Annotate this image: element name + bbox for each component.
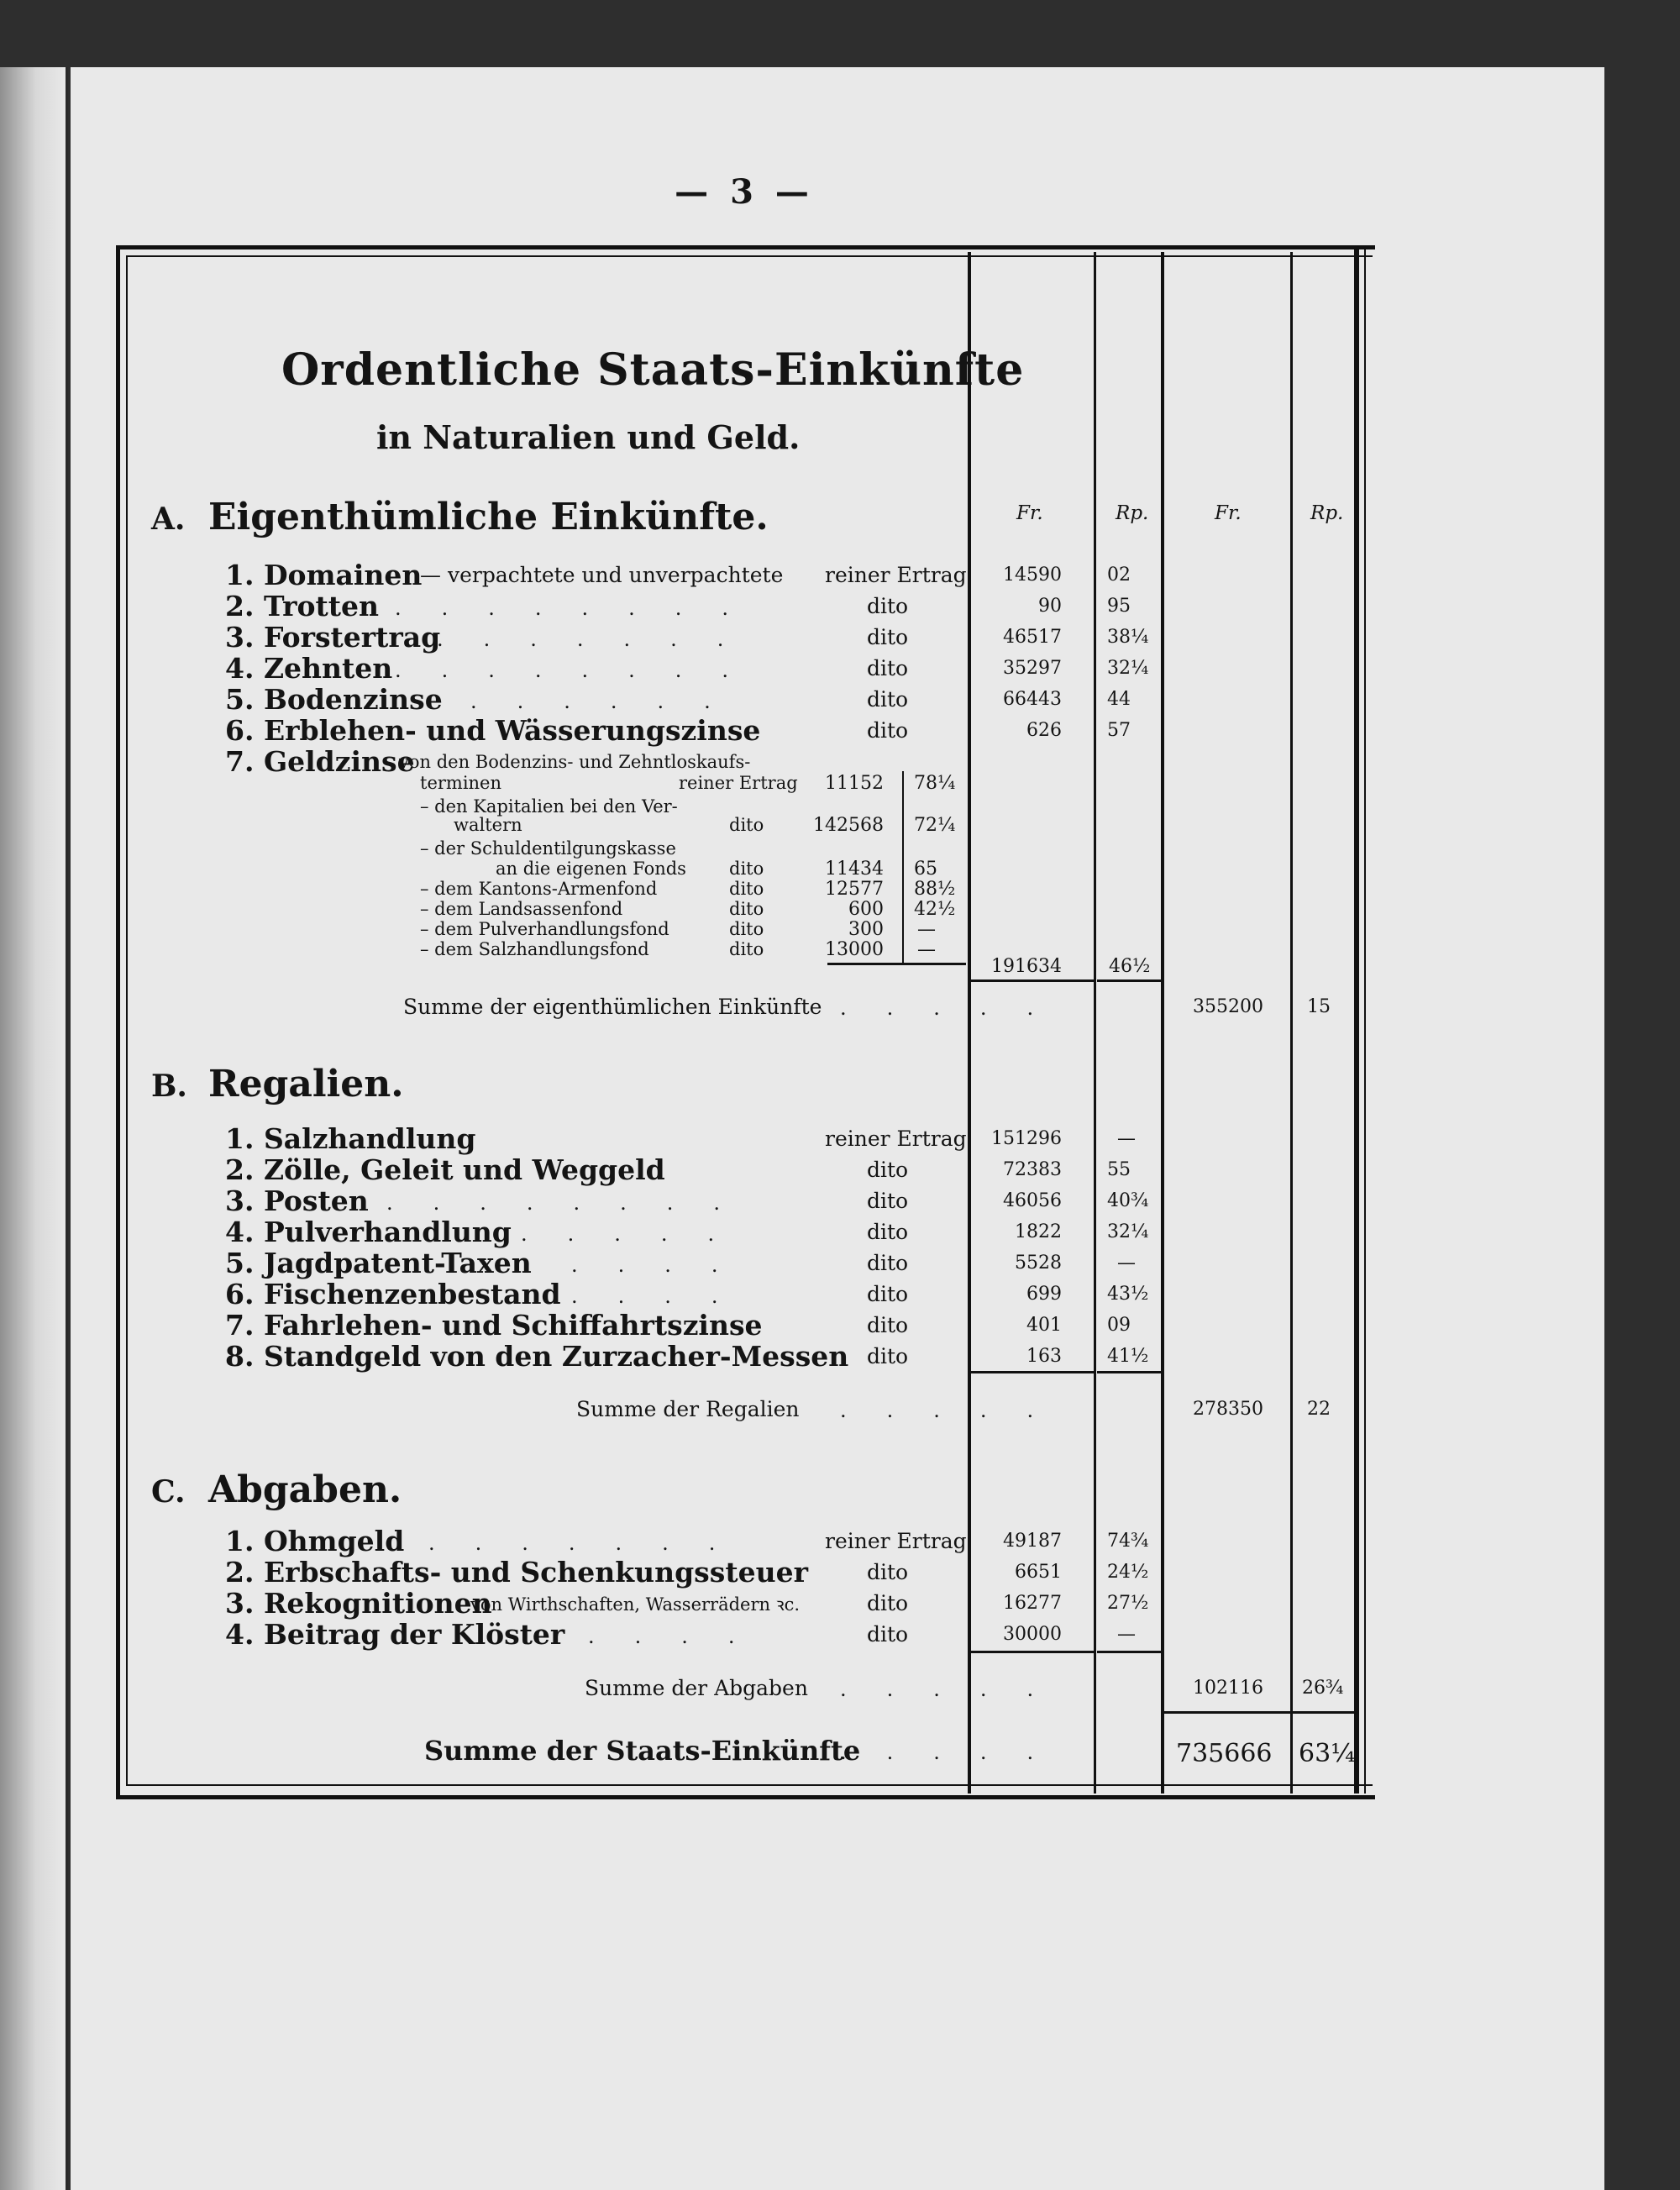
geldzinse-rp: —	[917, 919, 936, 940]
geldzinse-type: dito	[729, 939, 764, 959]
leader-dots: ........	[386, 1191, 761, 1215]
section-b-item-fr: 72383	[1003, 1159, 1062, 1180]
section-b-item-rp: 43½	[1107, 1284, 1149, 1305]
section-c-item-rp: 27½	[1107, 1593, 1149, 1614]
section-a-item-note: — verpachtete und unverpachtete	[420, 563, 784, 587]
section-b-subtotal-rule-rp	[1097, 1371, 1161, 1373]
leader-dots: .....	[840, 1741, 1074, 1764]
section-a-item-label: 4. Zehnten	[225, 652, 393, 685]
section-b-item-rp: —	[1117, 1128, 1136, 1149]
geldzinse-type: dito	[729, 899, 764, 919]
section-b-item-label: 2. Zölle, Geleit und Weggeld	[225, 1153, 665, 1186]
section-b-sum-label: Summe der Regalien	[576, 1397, 800, 1421]
section-b-item-type: dito	[867, 1344, 909, 1368]
section-c-sum-label: Summe der Abgaben	[585, 1676, 808, 1700]
section-a-item-rp: 44	[1107, 689, 1131, 710]
section-b-item-type: dito	[867, 1282, 909, 1306]
section-a-sum-rp: 15	[1307, 996, 1331, 1017]
geldzinse-total-rp: 46½	[1109, 956, 1151, 977]
geldzinse-fr: 300	[848, 919, 884, 940]
geldzinse-rp: —	[917, 939, 936, 960]
section-b-item-rp: 32¼	[1107, 1221, 1149, 1242]
geldzinse-fr: 142568	[813, 815, 884, 836]
geldzinse-line: von den Bodenzins- und Zehntloskaufs-	[399, 752, 751, 772]
section-b-item-label: 8. Standgeld von den Zurzacher-Messen	[225, 1340, 849, 1373]
section-b-item-fr: 401	[1026, 1315, 1062, 1336]
section-c-item-type: dito	[867, 1560, 909, 1584]
leader-dots: .....	[840, 1399, 1074, 1422]
section-c-sum-fr: 102116	[1193, 1678, 1263, 1699]
section-c-item-label: 4. Beitrag der Klöster	[225, 1618, 565, 1651]
grand-total-fr: 735666	[1176, 1739, 1273, 1768]
section-b-item-rp: 55	[1107, 1159, 1131, 1180]
section-a-item-rp: 57	[1107, 720, 1131, 741]
leader-dots: ....	[571, 1253, 759, 1277]
section-b-item-label: 5. Jagdpatent-Taxen	[225, 1247, 532, 1279]
section-b-item-rp: —	[1117, 1253, 1136, 1274]
leader-dots: ........	[395, 659, 769, 682]
geldzinse-line: – dem Landsassenfond	[420, 899, 623, 919]
geldzinse-line: – der Schuldentilgungskasse	[420, 838, 676, 859]
section-c-item-fr: 6651	[1015, 1562, 1062, 1583]
section-b-item-type: dito	[867, 1313, 909, 1337]
geldzinse-total-fr: 191634	[991, 956, 1062, 977]
section-b-item-type: dito	[867, 1251, 909, 1275]
section-a-item-type: dito	[867, 625, 909, 649]
section-c-item-type: reiner Ertrag	[825, 1529, 967, 1553]
grand-total-rule	[1164, 1711, 1354, 1714]
geldzinse-rp: 65	[914, 859, 937, 880]
section-b-item-fr: 46056	[1003, 1190, 1062, 1211]
geldzinse-fr: 12577	[825, 879, 884, 900]
section-b-item-rp: 40¾	[1107, 1190, 1149, 1211]
geldzinse-line: – den Kapitalien bei den Ver-	[420, 796, 678, 817]
geldzinse-type: dito	[729, 879, 764, 899]
grand-total-label: Summe der Staats-Einkünfte	[424, 1735, 861, 1767]
section-a-item-type: dito	[867, 687, 909, 712]
section-b-item-rp: 41½	[1107, 1346, 1149, 1367]
section-a-item-rp: 38¼	[1107, 627, 1149, 648]
section-a-subtotal-rule	[971, 979, 1094, 982]
section-a-item-type: dito	[867, 718, 909, 743]
geldzinse-line: waltern	[454, 815, 522, 835]
frame-right-rule-outer	[1364, 248, 1366, 1793]
section-c-item-label: 3. Rekognitionen	[225, 1587, 492, 1620]
section-b-title: Regalien.	[208, 1063, 404, 1106]
section-a-item-label: 2. Trotten	[225, 590, 379, 622]
section-b-subtotal-rule	[971, 1371, 1094, 1373]
section-c-title: Abgaben.	[208, 1468, 402, 1511]
geldzinse-line: – dem Salzhandlungsfond	[420, 939, 649, 959]
section-c-item-fr: 49187	[1003, 1531, 1062, 1552]
leader-dots: ....	[588, 1625, 775, 1648]
section-b-item-label: 7. Fahrlehen- und Schiffahrtszinse	[225, 1309, 763, 1342]
adjacent-page-edge	[0, 67, 68, 2190]
section-b-item-fr: 151296	[991, 1128, 1062, 1149]
col-rule-fr-left	[968, 252, 971, 1793]
section-c-subtotal-rule	[971, 1651, 1094, 1653]
geldzinse-rp: 78¼	[914, 773, 956, 794]
section-b-item-label: 4. Pulverhandlung	[225, 1216, 512, 1248]
frame-right-rule	[1354, 248, 1359, 1793]
section-c-item-rp: —	[1117, 1624, 1136, 1645]
section-a-item-rp: 32¼	[1107, 658, 1149, 679]
col-rule-rp-left	[1094, 252, 1096, 1793]
section-a-item-rp: 95	[1107, 596, 1131, 617]
section-a-item-label: 1. Domainen	[225, 559, 423, 591]
section-a-sum-fr: 355200	[1193, 996, 1263, 1017]
leader-dots: .....	[840, 1678, 1074, 1701]
section-b-sum-fr: 278350	[1193, 1399, 1263, 1420]
geldzinse-type: dito	[729, 919, 764, 939]
geldzinse-rp: 72¼	[914, 815, 956, 836]
section-b-item-rp: 09	[1107, 1315, 1131, 1336]
column-head-fr-total: Fr.	[1215, 502, 1242, 524]
section-a-item-type: dito	[867, 656, 909, 680]
geldzinse-type: dito	[729, 815, 764, 835]
geldzinse-line: an die eigenen Fonds	[496, 859, 686, 879]
document-title: Ordentliche Staats-Einkünfte	[281, 344, 1025, 396]
section-a-title: Eigenthümliche Einkünfte.	[208, 496, 769, 538]
geldzinse-line: terminen	[420, 773, 502, 793]
column-head-rp: Rp.	[1116, 502, 1149, 524]
document-subtitle: in Naturalien und Geld.	[376, 418, 801, 456]
geldzinse-line: – dem Pulverhandlungsfond	[420, 919, 669, 939]
section-c-item-label: 2. Erbschafts- und Schenkungssteuer	[225, 1556, 808, 1589]
geldzinse-type: reiner Ertrag	[679, 773, 798, 793]
section-a-item-type: reiner Ertrag	[825, 563, 967, 587]
section-c-item-type: dito	[867, 1622, 909, 1646]
leader-dots: .....	[840, 996, 1074, 1020]
section-b-item-label: 3. Posten	[225, 1184, 369, 1217]
section-b-item-fr: 1822	[1015, 1221, 1062, 1242]
column-head-rp-total: Rp.	[1310, 502, 1344, 524]
section-b-letter: B.	[151, 1069, 187, 1104]
section-c-item-rp: 74¾	[1107, 1531, 1149, 1552]
leader-dots: ......	[470, 690, 751, 713]
column-head-fr: Fr.	[1016, 502, 1043, 524]
geldzinse-fr: 13000	[825, 939, 884, 960]
leader-dots: ........	[395, 596, 769, 620]
section-a-letter: A.	[151, 502, 186, 537]
section-b-item-label: 6. Fischenzenbestand	[225, 1278, 561, 1310]
section-a-item-fr: 66443	[1003, 689, 1062, 710]
leader-dots: ....	[571, 1284, 759, 1308]
page-number: — 3 —	[675, 172, 814, 212]
section-a-item-type: dito	[867, 594, 909, 618]
grand-total-rp: 63¼	[1299, 1739, 1356, 1768]
section-b-item-type: reiner Ertrag	[825, 1127, 967, 1151]
section-a-item-fr: 626	[1026, 720, 1062, 741]
geldzinse-type: dito	[729, 859, 764, 879]
section-b-item-fr: 699	[1026, 1284, 1062, 1305]
section-a-subtotal-rule-rp	[1097, 979, 1161, 982]
section-a-item-label: 3. Forstertrag	[225, 621, 441, 654]
section-a-sum-label: Summe der eigenthümlichen Einkünfte	[403, 995, 822, 1019]
section-a-item-label: 6. Erblehen- und Wässerungszinse	[225, 714, 761, 747]
section-b-item-label: 1. Salzhandlung	[225, 1122, 476, 1155]
section-c-item-type: dito	[867, 1591, 909, 1615]
section-a-item-fr: 14590	[1003, 565, 1062, 586]
geldzinse-subcol-rule	[902, 771, 904, 963]
section-a-item-rp: 02	[1107, 565, 1131, 586]
geldzinse-fr: 11434	[825, 859, 884, 880]
section-c-item-fr: 16277	[1003, 1593, 1062, 1614]
section-c-item-note: von Wirthschaften, Wasserrädern ꝛc.	[470, 1594, 801, 1615]
section-a-item-fr: 35297	[1003, 658, 1062, 679]
geldzinse-line: – dem Kantons-Armenfond	[420, 879, 658, 899]
geldzinse-rp: 42½	[914, 899, 956, 920]
section-b-sum-rp: 22	[1307, 1399, 1331, 1420]
geldzinse-fr: 600	[848, 899, 884, 920]
col-rule-total-left	[1161, 252, 1164, 1793]
section-c-item-rp: 24½	[1107, 1562, 1149, 1583]
leader-dots: .......	[428, 1531, 756, 1555]
section-c-item-label: 1. Ohmgeld	[225, 1525, 405, 1557]
section-b-item-type: dito	[867, 1220, 909, 1244]
geldzinse-label: 7. Geldzinse	[225, 745, 415, 778]
section-b-item-fr: 5528	[1015, 1253, 1062, 1274]
geldzinse-fr: 11152	[825, 773, 884, 794]
section-c-subtotal-rule-rp	[1097, 1651, 1161, 1653]
section-a-item-fr: 90	[1038, 596, 1062, 617]
section-b-item-type: dito	[867, 1158, 909, 1182]
section-b-item-fr: 163	[1026, 1346, 1062, 1367]
leader-dots: .......	[437, 628, 764, 651]
section-a-item-label: 5. Bodenzinse	[225, 683, 443, 716]
geldzinse-subtotal-rule	[827, 963, 966, 965]
section-b-item-type: dito	[867, 1189, 909, 1213]
section-a-item-fr: 46517	[1003, 627, 1062, 648]
section-c-item-fr: 30000	[1003, 1624, 1062, 1645]
geldzinse-rp: 88½	[914, 879, 956, 900]
col-rule-total-rp-left	[1290, 252, 1293, 1793]
section-c-sum-rp: 26¾	[1302, 1678, 1344, 1699]
leader-dots: .....	[521, 1222, 755, 1246]
section-c-letter: C.	[151, 1474, 186, 1510]
